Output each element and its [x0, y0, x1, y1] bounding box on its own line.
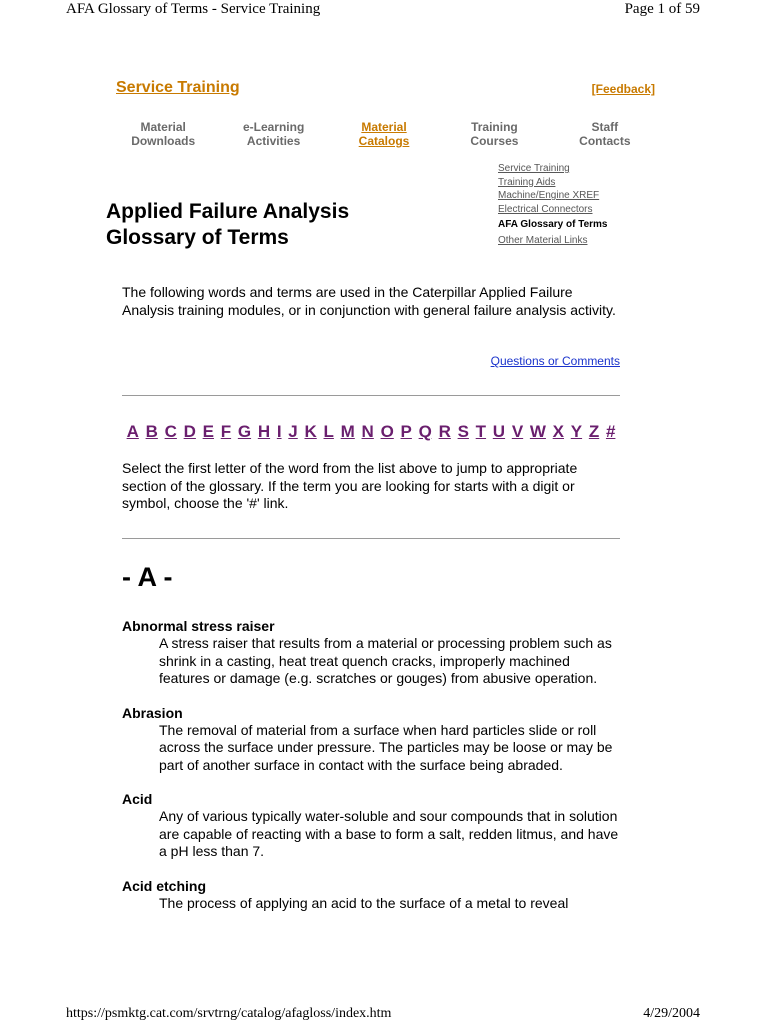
- nav-label-line2: Contacts: [579, 134, 631, 148]
- letter-link-g[interactable]: G: [237, 422, 252, 441]
- nav-label-line2: Courses: [470, 134, 519, 148]
- catalog-side-links: [498, 162, 607, 247]
- side-link-electrical-connectors[interactable]: Electrical Connectors: [498, 203, 593, 215]
- print-footer-url: https://psmktg.cat.com/srvtrng/catalog/afagloss/index.htm: [66, 1006, 392, 1021]
- letter-link-y[interactable]: Y: [570, 422, 583, 441]
- side-link-other-material[interactable]: Other Material Links: [498, 234, 588, 246]
- main-nav: [108, 120, 660, 148]
- select-instructions: Select the first letter of the word from the list above to jump to appropriate section of the glossary. If the term you are looking for starts with a digit or symbol, choose the '#' link.: [122, 460, 578, 511]
- letter-link-q[interactable]: Q: [418, 422, 432, 441]
- letter-link-t[interactable]: T: [475, 422, 487, 441]
- print-header-title: AFA Glossary of Terms - Service Training: [66, 1, 321, 17]
- letter-link-s[interactable]: S: [457, 422, 469, 441]
- nav-label-line2: Catalogs: [358, 134, 410, 148]
- side-link-training-aids[interactable]: Training Aids: [498, 176, 556, 188]
- term-name: Abrasion: [122, 704, 183, 721]
- nav-label-line2: Downloads: [131, 134, 196, 148]
- print-footer-date: 4/29/2004: [643, 1006, 700, 1021]
- letter-link-z[interactable]: Z: [588, 422, 600, 441]
- side-link-afa-glossary: AFA Glossary of Terms: [498, 219, 608, 230]
- questions-comments-link[interactable]: Questions or Comments: [490, 354, 620, 368]
- term-definition: The process of applying an acid to the surface of a metal to reveal: [159, 894, 569, 911]
- intro-paragraph: The following words and terms are used in the Caterpillar Applied Failure Analysis training modules, or in conjunction with general failure analysis activity.: [122, 284, 616, 318]
- side-link-machine-engine-xref[interactable]: Machine/Engine XREF: [498, 190, 600, 201]
- nav-elearning-activities[interactable]: [218, 120, 328, 148]
- glossary-terms: [122, 618, 622, 929]
- letter-link-l[interactable]: L: [323, 422, 334, 441]
- letter-link-d[interactable]: D: [183, 422, 196, 441]
- glossary-entry: [122, 618, 622, 688]
- letter-link-c[interactable]: C: [164, 422, 177, 441]
- letter-link-e[interactable]: E: [202, 422, 214, 441]
- letter-link-k[interactable]: K: [304, 422, 317, 441]
- term-name: Abnormal stress raiser: [122, 618, 275, 634]
- nav-label-line2: Activities: [246, 134, 301, 148]
- term-definition: A stress raiser that results from a material or processing problem such as shrink in a casting, heat treat quench cracks, improperly machined features or damage (e.g. scratches or gouges) from abusive operation.: [159, 635, 612, 686]
- divider: [122, 395, 620, 396]
- nav-label-line1: Training: [471, 120, 518, 134]
- letter-link-o[interactable]: O: [380, 422, 394, 441]
- letter-link-f[interactable]: F: [220, 422, 232, 441]
- letter-link-j[interactable]: J: [288, 422, 298, 441]
- nav-label-line1: Staff: [591, 120, 619, 134]
- letter-link-hash[interactable]: #: [605, 422, 616, 441]
- nav-staff-contacts[interactable]: [550, 120, 660, 148]
- letter-link-x[interactable]: X: [552, 422, 565, 441]
- letter-link-m[interactable]: M: [340, 422, 355, 441]
- page-title-line2: Glossary of Terms: [106, 226, 289, 249]
- letter-link-h[interactable]: H: [257, 422, 271, 441]
- feedback-link[interactable]: [Feedback]: [591, 82, 655, 96]
- nav-training-courses[interactable]: [439, 120, 549, 148]
- letter-link-w[interactable]: W: [529, 422, 546, 441]
- service-training-link[interactable]: Service Training: [116, 79, 240, 96]
- term-definition: Any of various typically water-soluble and sour compounds that in solution are capable of reacting with a base to form a salt, redden litmus, and have a pH less than 7.: [159, 808, 619, 859]
- page-title: [106, 199, 349, 251]
- term-definition: The removal of material from a surface when hard particles slide or roll across the surface under pressure. The particles may be loose or may be part of another surface in contact with the surface being abraded.: [159, 721, 613, 773]
- nav-material-downloads[interactable]: [108, 120, 218, 148]
- glossary-entry: [122, 705, 622, 775]
- alphabet-index: [122, 422, 620, 442]
- side-link-service-training[interactable]: Service Training: [498, 163, 570, 174]
- letter-link-i[interactable]: I: [276, 422, 282, 441]
- nav-material-catalogs[interactable]: [329, 120, 439, 148]
- letter-link-v[interactable]: V: [511, 422, 524, 441]
- term-name: Acid: [122, 791, 153, 807]
- nav-label-line1: Material: [361, 120, 407, 134]
- nav-label-line1: e-Learning: [242, 120, 305, 134]
- letter-link-a[interactable]: A: [126, 422, 139, 441]
- letter-link-u[interactable]: U: [492, 422, 506, 441]
- page-title-line1: Applied Failure Analysis: [106, 200, 350, 223]
- divider: [122, 538, 620, 539]
- term-name: Acid etching: [122, 877, 207, 894]
- letter-link-n[interactable]: N: [361, 422, 374, 441]
- print-page-number: Page 1 of 59: [624, 1, 700, 17]
- letter-link-r[interactable]: R: [438, 422, 451, 441]
- glossary-entry: [122, 791, 622, 861]
- letter-link-p[interactable]: P: [400, 422, 412, 441]
- section-heading-a: - A -: [122, 562, 173, 592]
- nav-label-line1: Material: [140, 120, 186, 134]
- letter-link-b[interactable]: B: [145, 422, 158, 441]
- glossary-entry: [122, 878, 622, 913]
